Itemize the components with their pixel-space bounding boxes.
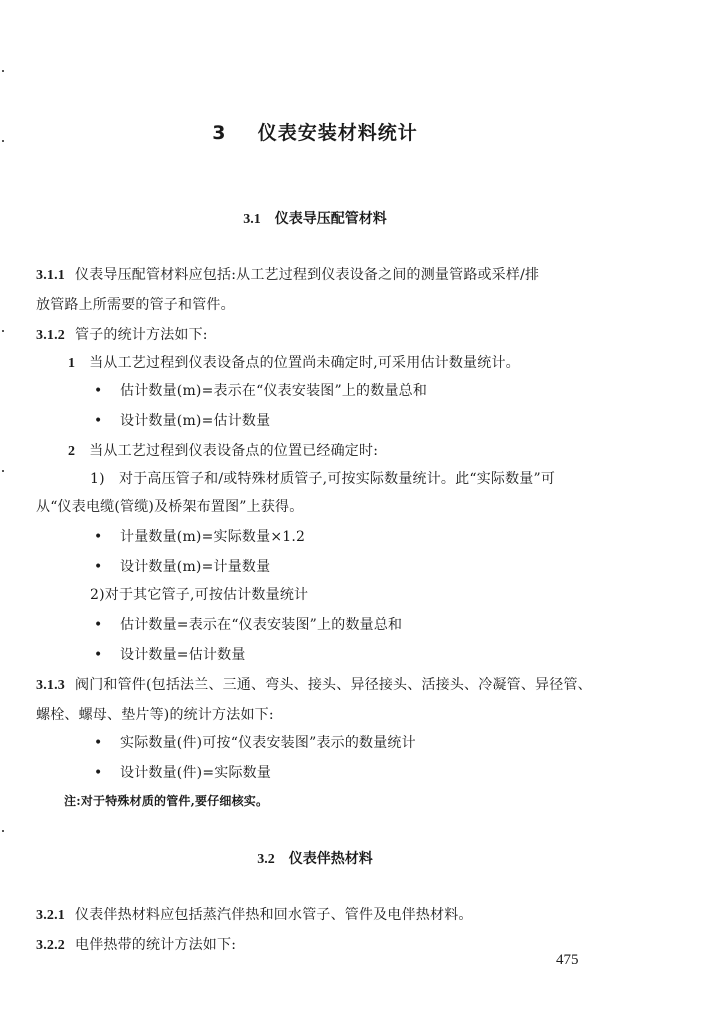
bullet-item — [94, 558, 270, 576]
sub-item-2-2 — [90, 586, 308, 604]
bullet-icon: • — [94, 413, 103, 429]
section-heading-3-1 — [0, 208, 630, 228]
sub-item-2-1-line2 — [36, 498, 303, 516]
clause-text: 放管路上所需要的管子和管件。 — [36, 297, 235, 313]
scan-mark — [2, 830, 4, 832]
bullet-icon: • — [94, 765, 103, 781]
clause-3-2-2 — [36, 936, 236, 955]
bullet-text: 设计数量(m)=计量数量 — [120, 559, 271, 575]
bullet-item — [94, 616, 402, 634]
item-number: 2 — [68, 444, 76, 459]
clause-3-1-1-line2 — [36, 296, 235, 314]
clause-number: 3.2.2 — [36, 938, 65, 953]
bullet-text: 设计数量(m)=估计数量 — [120, 413, 271, 429]
section-title: 仪表伴热材料 — [288, 851, 373, 867]
bullet-icon: • — [94, 559, 103, 575]
clause-3-1-2 — [36, 326, 208, 345]
section-heading-3-2 — [0, 848, 630, 868]
clause-3-2-1 — [36, 906, 473, 925]
scan-mark — [2, 330, 4, 332]
scan-mark — [2, 70, 4, 72]
chapter-title: 仪表安装材料统计 — [257, 122, 418, 144]
bullet-icon: • — [94, 529, 103, 545]
clause-text: 电伴热带的统计方法如下: — [75, 937, 237, 953]
item-text: 当从工艺过程到仪表设备点的位置尚未确定时,可采用估计数量统计。 — [89, 355, 520, 371]
chapter-heading — [0, 118, 630, 145]
clause-number: 3.1.2 — [36, 328, 65, 343]
clause-text: 螺栓、螺母、垫片等)的统计方法如下: — [36, 707, 274, 723]
clause-text: 仪表导压配管材料应包括:从工艺过程到仪表设备之间的测量管路或采样/排 — [75, 267, 540, 283]
bullet-item — [94, 382, 427, 400]
scan-mark — [2, 470, 4, 472]
sub-item-text: 从“仪表电缆(管缆)及桥架布置图”上获得。 — [36, 499, 304, 515]
bullet-item — [94, 528, 305, 546]
bullet-item — [94, 764, 271, 782]
item-number: 1 — [68, 356, 76, 371]
bullet-text: 估计数量=表示在“仪表安装图”上的数量总和 — [120, 617, 403, 633]
clause-text: 管子的统计方法如下: — [75, 327, 208, 343]
note — [64, 792, 268, 810]
bullet-item — [94, 646, 246, 664]
clause-3-1-3-line2 — [36, 706, 274, 724]
sub-item-text: 1) 对于高压管子和/或特殊材质管子,可按实际数量统计。此“实际数量”可 — [90, 471, 556, 487]
bullet-icon: • — [94, 735, 103, 751]
bullet-text: 设计数量=估计数量 — [120, 647, 246, 663]
sub-item-text: 2)对于其它管子,可按估计数量统计 — [90, 587, 309, 603]
section-title: 仪表导压配管材料 — [274, 211, 387, 227]
bullet-icon: • — [94, 383, 103, 399]
bullet-item — [94, 734, 416, 752]
bullet-icon: • — [94, 617, 103, 633]
list-item-1 — [68, 354, 520, 373]
note-text: 注:对于特殊材质的管件,要仔细核实。 — [64, 794, 269, 808]
bullet-item — [94, 412, 270, 430]
clause-text: 阀门和管件(包括法兰、三通、弯头、接头、异径接头、活接头、冷凝管、异径管、 — [75, 677, 592, 693]
page-number: 475 — [556, 952, 579, 968]
clause-number: 3.1.1 — [36, 268, 65, 283]
section-number: 3.2 — [257, 852, 275, 867]
bullet-text: 实际数量(件)可按“仪表安装图”表示的数量统计 — [120, 735, 416, 751]
clause-number: 3.2.1 — [36, 908, 65, 923]
bullet-text: 估计数量(m)=表示在“仪表安装图”上的数量总和 — [120, 383, 428, 399]
list-item-2 — [68, 442, 378, 461]
clause-text: 仪表伴热材料应包括蒸汽伴热和回水管子、管件及电伴热材料。 — [75, 907, 473, 923]
section-number: 3.1 — [243, 212, 261, 227]
bullet-text: 设计数量(件)=实际数量 — [120, 765, 272, 781]
clause-number: 3.1.3 — [36, 678, 65, 693]
clause-3-1-1-line1 — [36, 266, 539, 285]
item-text: 当从工艺过程到仪表设备点的位置已经确定时: — [89, 443, 379, 459]
bullet-icon: • — [94, 647, 103, 663]
sub-item-2-1-line1 — [90, 470, 555, 488]
bullet-text: 计量数量(m)=实际数量×1.2 — [120, 529, 306, 545]
clause-3-1-3-line1 — [36, 676, 592, 695]
chapter-number: 3 — [212, 122, 227, 144]
